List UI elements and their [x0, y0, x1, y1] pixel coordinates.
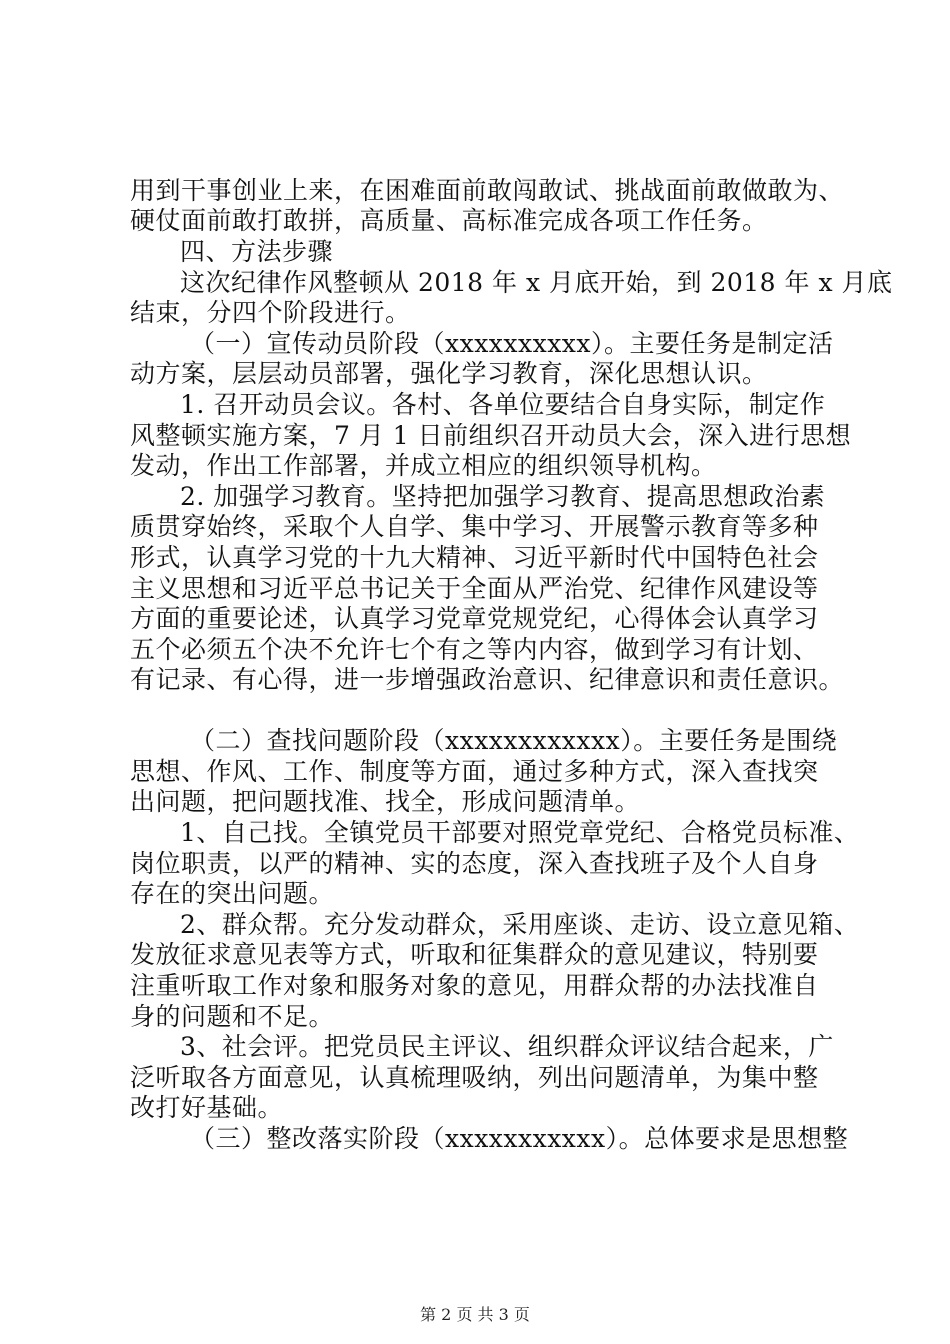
text-line: 思想、作风、工作、制度等方面，通过多种方式，深入查找突 [130, 757, 819, 786]
text-line: 2. 加强学习教育。坚持把加强学习教育、提高思想政治素 [180, 482, 826, 511]
text-line: 1、自己找。全镇党员干部要对照党章党纪、合格党员标准、 [180, 818, 860, 847]
text-line: 方面的重要论述，认真学习党章党规党纪，心得体会认真学习 [130, 604, 819, 633]
page-footer: 第 2 页 共 3 页 [420, 1305, 530, 1324]
text-line: 2、群众帮。充分发动群众，采用座谈、走访、设立意见箱、 [180, 910, 860, 939]
text-line: 主义思想和习近平总书记关于全面从严治党、纪律作风建设等 [130, 574, 819, 603]
text-line: 硬仗面前敢打敢拼，高质量、高标准完成各项工作任务。 [130, 206, 768, 235]
text-line: 泛听取各方面意见，认真梳理吸纳，列出问题清单，为集中整 [130, 1063, 819, 1092]
text-line: 用到干事创业上来，在困难面前敢闯敢试、挑战面前敢做敢为、 [130, 176, 845, 205]
text-line: 身的问题和不足。 [130, 1002, 335, 1031]
text-line: 出问题，把问题找准、找全，形成问题清单。 [130, 787, 641, 816]
text-line: 3、社会评。把党员民主评议、组织群众评议结合起来，广 [180, 1032, 834, 1061]
text-line: 存在的突出问题。 [130, 879, 335, 908]
text-line: 发动，作出工作部署，并成立相应的组织领导机构。 [130, 451, 717, 480]
section-heading: 四、方法步骤 [180, 237, 334, 266]
text-line: 质贯穿始终，采取个人自学、集中学习、开展警示教育等多种 [130, 512, 819, 541]
text-line: 发放征求意见表等方式，听取和征集群众的意见建议，特别要 [130, 940, 819, 969]
text-line: 这次纪律作风整顿从 2018 年 x 月底开始，到 2018 年 x 月底 [180, 268, 893, 297]
subsection-heading: （三）整改落实阶段（xxxxxxxxxxx）。总体要求是思想整 [190, 1124, 849, 1153]
subsection-heading: （二）查找问题阶段（xxxxxxxxxxxx）。主要任务是围绕 [190, 726, 838, 755]
text-line: 岗位职责，以严的精神、实的态度，深入查找班子及个人自身 [130, 849, 819, 878]
text-line: 结束，分四个阶段进行。 [130, 298, 411, 327]
text-line: 风整顿实施方案，7 月 1 日前组织召开动员大会，深入进行思想 [130, 421, 852, 450]
text-line: 改打好基础。 [130, 1093, 284, 1122]
text-line: 有记录、有心得，进一步增强政治意识、纪律意识和责任意识。 [130, 665, 845, 694]
text-line: 形式，认真学习党的十九大精神、习近平新时代中国特色社会 [130, 543, 819, 572]
text-line: 动方案，层层动员部署，强化学习教育，深化思想认识。 [130, 359, 768, 388]
text-line: 五个必须五个决不允许七个有之等内内容，做到学习有计划、 [130, 635, 819, 664]
subsection-heading: （一）宣传动员阶段（xxxxxxxxxx）。主要任务是制定活 [190, 329, 834, 358]
text-line: 1. 召开动员会议。各村、各单位要结合自身实际，制定作 [180, 390, 826, 419]
text-line: 注重听取工作对象和服务对象的意见，用群众帮的办法找准自 [130, 971, 819, 1000]
